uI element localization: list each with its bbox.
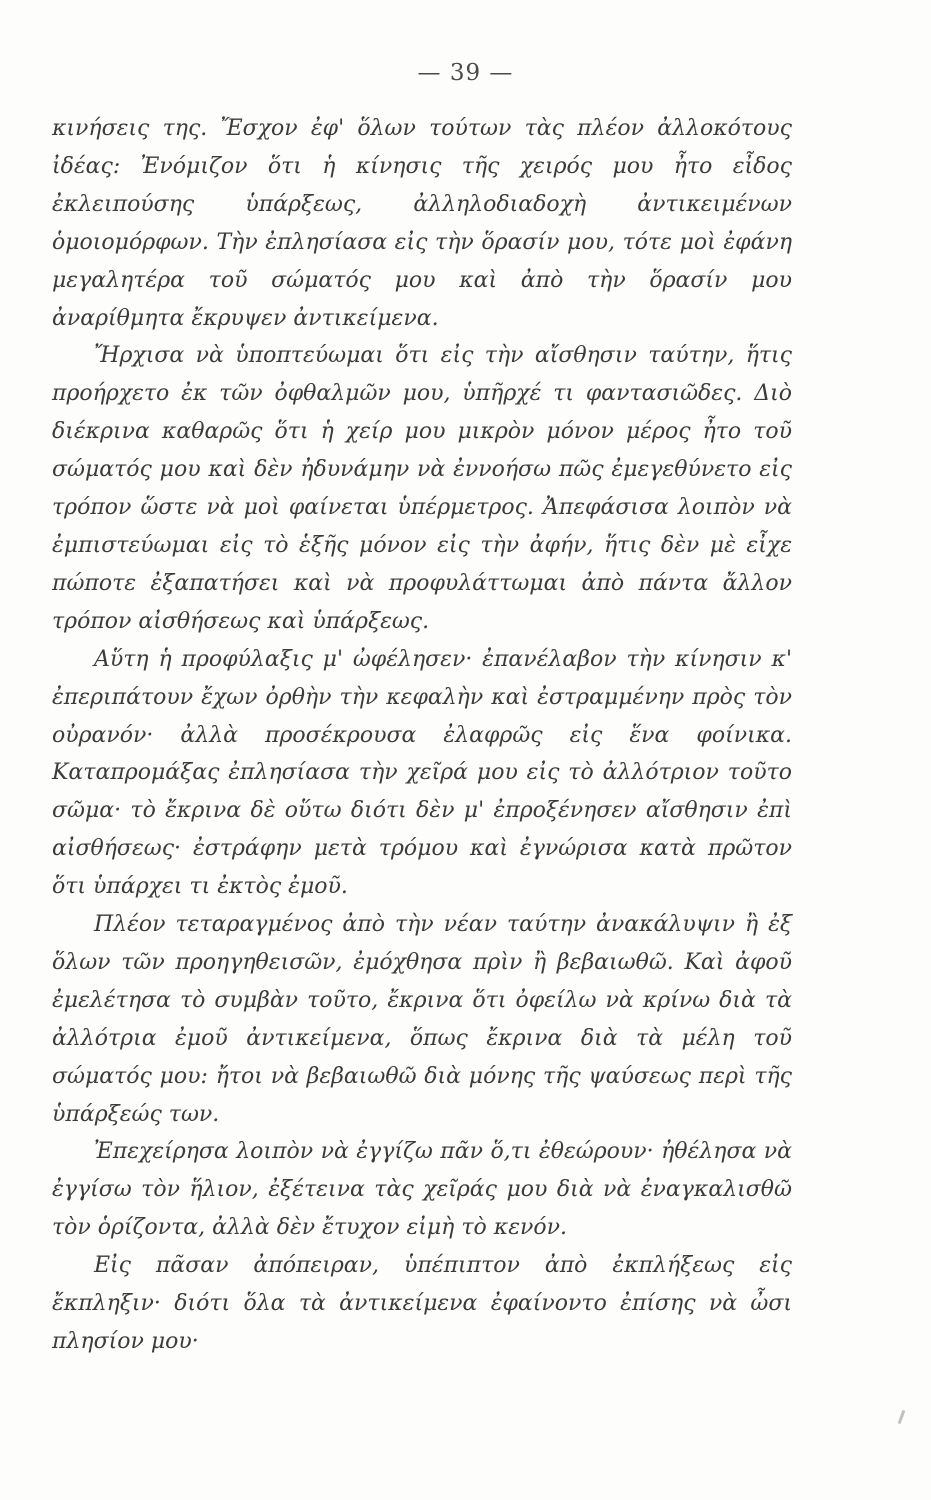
paragraph (52, 1247, 792, 1361)
ink-speck (898, 1410, 906, 1424)
paragraph-text: Ἤρχισα νὰ ὑποπτεύωμαι ὅτι εἰς τὴν αἴσθησιν ταύτην, ἥτις προήρχετο ἐκ τῶν ὀφθαλμῶν μου, ὑπῆρχέ τι φαντασιῶδες. Διὸ διέκρινα καθαρῶς ὅτι ἡ χείρ μου μικρὸν μόνον μέρος ἦτο τοῦ σώματός μου καὶ δὲν ἠδυνάμην νὰ ἐννοήσω πῶς ἐμεγεθύνετο εἰς τρόπον ὥστε νὰ μοὶ φαίνεται ὑπέρμετρος. Ἀπεφάσισα λοιπὸν νὰ ἐμπιστεύωμαι εἰς τὸ ἑξῆς μόνον εἰς τὴν ἀφήν, ἥτις δὲν μὲ εἶχε πώποτε ἐξαπατήσει καὶ νὰ προφυλάττωμαι ἀπὸ πάντα ἄλλον τρόπον αἰσθήσεως καὶ ὑπάρξεως. (52, 343, 792, 634)
paragraph-text: Πλέον τεταραγμένος ἀπὸ τὴν νέαν ταύτην ἀνακάλυψιν ἢ ἐξ ὅλων τῶν προηγηθεισῶν, ἐμόχθησα πρὶν ἢ βεβαιωθῶ. Καὶ ἀφοῦ ἐμελέτησα τὸ συμβὰν τοῦτο, ἔκρινα ὅτι ὀφείλω νὰ κρίνω διὰ τὰ ἀλλότρια ἐμοῦ ἀντικείμενα, ὅπως ἔκρινα διὰ τὰ μέλη τοῦ σώματός μου: ἤτοι νὰ βεβαιωθῶ διὰ μόνης τῆς ψαύσεως περὶ τῆς ὑπάρξεώς των. (52, 912, 792, 1127)
paragraph (52, 337, 792, 640)
paragraph-text: Ἐπεχείρησα λοιπὸν νὰ ἐγγίζω πᾶν ὅ,τι ἐθεώρουν· ἠθέλησα νὰ ἐγγίσω τὸν ἥλιον, ἐξέτεινα τὰς χεῖράς μου διὰ νὰ ἐναγκαλισθῶ τὸν ὁρίζοντα, ἀλλὰ δὲν ἔτυχον εἰμὴ τὸ κενόν. (52, 1139, 792, 1241)
paragraph-text: Αὕτη ἡ προφύλαξις μ' ὠφέλησεν· ἐπανέλαβον τὴν κίνησιν κ' ἐπεριπάτουν ἔχων ὀρθὴν τὴν κεφαλὴν καὶ ἐστραμμένην πρὸς τὸν οὐρανόν· ἀλλὰ προσέκρουσα ἐλαφρῶς εἰς ἕνα φοίνικα. Καταπρομάξας ἐπλησίασα τὴν χεῖρά μου εἰς τὸ ἀλλότριον τοῦτο σῶμα· τὸ ἔκρινα δὲ οὕτω διότι δὲν μ' ἐπροξένησεν αἴσθησιν ἐπὶ αἰσθήσεως· ἐστράφην μετὰ τρόμου καὶ ἐγνώρισα κατὰ πρῶτον ὅτι ὑπάρχει τι ἐκτὸς ἐμοῦ. (52, 646, 792, 900)
paragraph-text: κινήσεις της. Ἔσχον ἐφ' ὅλων τούτων τὰς πλέον ἀλλοκότους ἰδέας: Ἐνόμιζον ὅτι ἡ κίνησις τῆς χειρός μου ἦτο εἶδος ἐκλειπούσης ὑπάρξεως, ἀλληλοδιαδοχὴ ἀντικειμένων ὁμοιομόρφων. Τὴν ἐπλησίασα εἰς τὴν ὅρασίν μου, τότε μοὶ ἐφάνη μεγαλητέρα τοῦ σώματός μου καὶ ἀπὸ τὴν ὅρασίν μου ἀναρίθμητα ἔκρυψεν ἀντικείμενα. (52, 116, 792, 331)
paragraph (52, 906, 792, 1133)
paragraph-text: Εἰς πᾶσαν ἀπόπειραν, ὑπέπιπτον ἀπὸ ἐκπλήξεως εἰς ἔκπληξιν· διότι ὅλα τὰ ἀντικείμενα ἐφαίνοντο ἐπίσης νὰ ὦσι πλησίον μου· (52, 1253, 792, 1354)
paragraph (52, 1133, 792, 1247)
paragraph (52, 110, 792, 337)
page-number: — 39 — (417, 60, 514, 86)
body-text (52, 110, 792, 1361)
paragraph (52, 641, 792, 906)
